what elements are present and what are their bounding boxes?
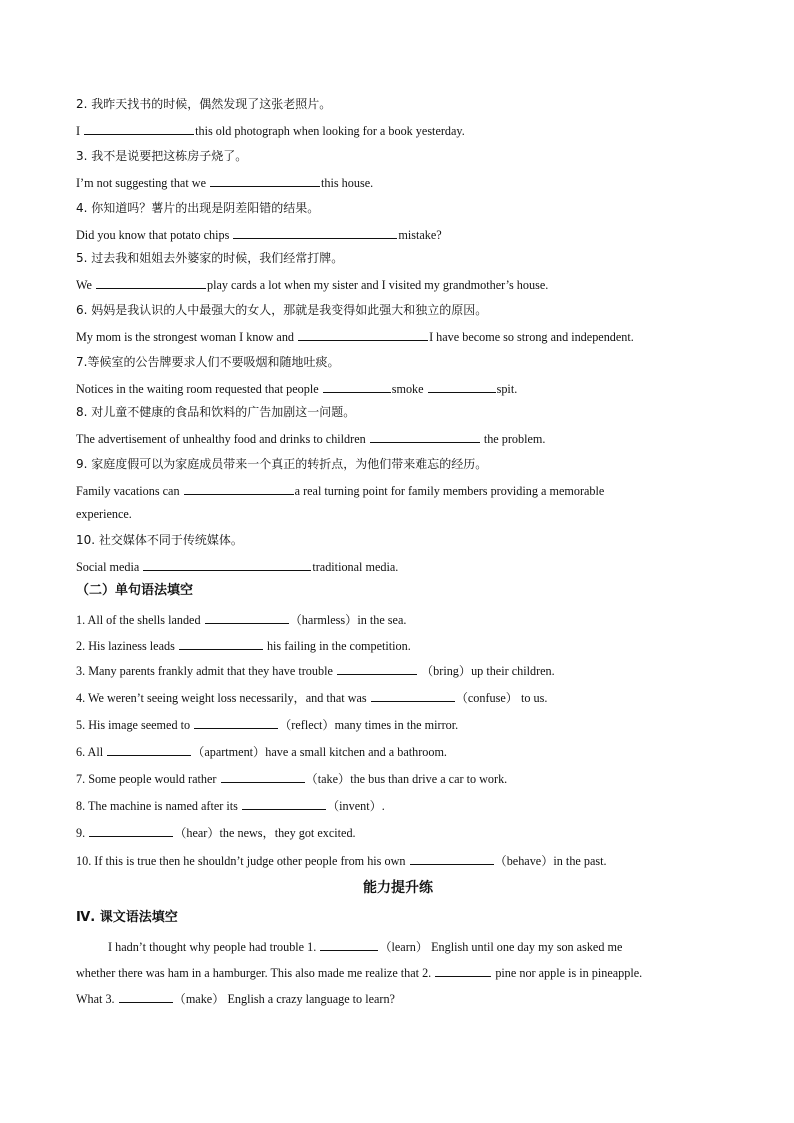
answer-blank[interactable] [194,716,278,729]
passage-line: What 3. （make） English a crazy language to learn? [76,992,395,1006]
item-2-chinese: 2. 我昨天找书的时候，偶然发现了这张老照片。 [76,97,332,111]
item-6-english: My mom is the strongest woman I know and I have become so strong and independent. [76,330,634,344]
grammar-item: 9. （hear）the news，they got excited. [76,826,356,840]
passage-line: whether there was ham in a hamburger. This also made me realize that 2. pine nor apple is in pineapple. [76,966,643,980]
item-3-english: I’m not suggesting that we this house. [76,176,374,190]
answer-blank[interactable] [119,990,173,1003]
grammar-item: 7. Some people would rather （take）the bus than drive a car to work. [76,772,508,786]
answer-blank[interactable] [323,380,391,393]
answer-blank[interactable] [242,797,326,810]
answer-blank[interactable] [179,637,263,650]
item-9-english-continued: experience. [76,507,132,521]
answer-blank[interactable] [205,611,289,624]
answer-blank[interactable] [428,380,496,393]
item-10-chinese: 10. 社交媒体不同于传统媒体。 [76,533,243,547]
answer-blank[interactable] [320,938,378,951]
item-5-chinese: 5. 过去我和姐姐去外婆家的时候，我们经常打牌。 [76,251,344,265]
grammar-item: 4. We weren’t seeing weight loss necessarily，and that was （confuse） to us. [76,691,548,705]
item-10-english: Social media traditional media. [76,560,399,574]
answer-blank[interactable] [410,852,494,865]
grammar-item: 6. All （apartment）have a small kitchen and a bathroom. [76,745,447,759]
passage-line: I hadn’t thought why people had trouble 1. （learn） English until one day my son asked me [108,940,623,954]
answer-blank[interactable] [107,743,191,756]
answer-blank[interactable] [184,482,294,495]
answer-blank[interactable] [143,558,311,571]
answer-blank[interactable] [221,770,305,783]
grammar-item: 5. His image seemed to （reflect）many times in the mirror. [76,718,459,732]
item-3-chinese: 3. 我不是说要把这栋房子烧了。 [76,149,248,163]
answer-blank[interactable] [210,174,320,187]
grammar-item: 2. His laziness leads his failing in the competition. [76,639,411,653]
section-title-passage-fill: Ⅳ. 课文语法填空 [76,910,178,925]
answer-blank[interactable] [89,824,173,837]
section-heading-ability: 能力提升练 [363,880,433,896]
answer-blank[interactable] [233,226,397,239]
item-8-english: The advertisement of unhealthy food and drinks to children the problem. [76,432,546,446]
item-7-chinese: 7.等候室的公告牌要求人们不要吸烟和随地吐痰。 [76,355,340,369]
answer-blank[interactable] [96,276,206,289]
answer-blank[interactable] [370,430,480,443]
item-6-chinese: 6. 妈妈是我认识的人中最强大的女人，那就是我变得如此强大和独立的原因。 [76,303,488,317]
item-9-english: Family vacations can a real turning point for family members providing a memorable [76,484,605,498]
item-5-english: We play cards a lot when my sister and I visited my grandmother’s house. [76,278,549,292]
grammar-item: 10. If this is true then he shouldn’t judge other people from his own （behave）in the past. [76,854,607,868]
section-title-grammar-fill: （二）单句语法填空 [76,583,194,598]
item-4-english: Did you know that potato chips mistake? [76,228,442,242]
item-7-english: Notices in the waiting room requested that people smoke spit. [76,382,518,396]
answer-blank[interactable] [337,662,417,675]
item-4-chinese: 4. 你知道吗？薯片的出现是阴差阳错的结果。 [76,201,320,215]
item-2-english: I this old photograph when looking for a book yesterday. [76,124,465,138]
answer-blank[interactable] [371,689,455,702]
item-8-chinese: 8. 对儿童不健康的食品和饮料的广告加剧这一问题。 [76,405,356,419]
grammar-item: 8. The machine is named after its （invent）. [76,799,385,813]
grammar-item: 1. All of the shells landed （harmless）in the sea. [76,613,407,627]
answer-blank[interactable] [435,964,491,977]
answer-blank[interactable] [298,328,428,341]
item-9-chinese: 9. 家庭度假可以为家庭成员带来一个真正的转折点，为他们带来难忘的经历。 [76,457,488,471]
grammar-item: 3. Many parents frankly admit that they have trouble （bring）up their children. [76,664,555,678]
answer-blank[interactable] [84,122,194,135]
